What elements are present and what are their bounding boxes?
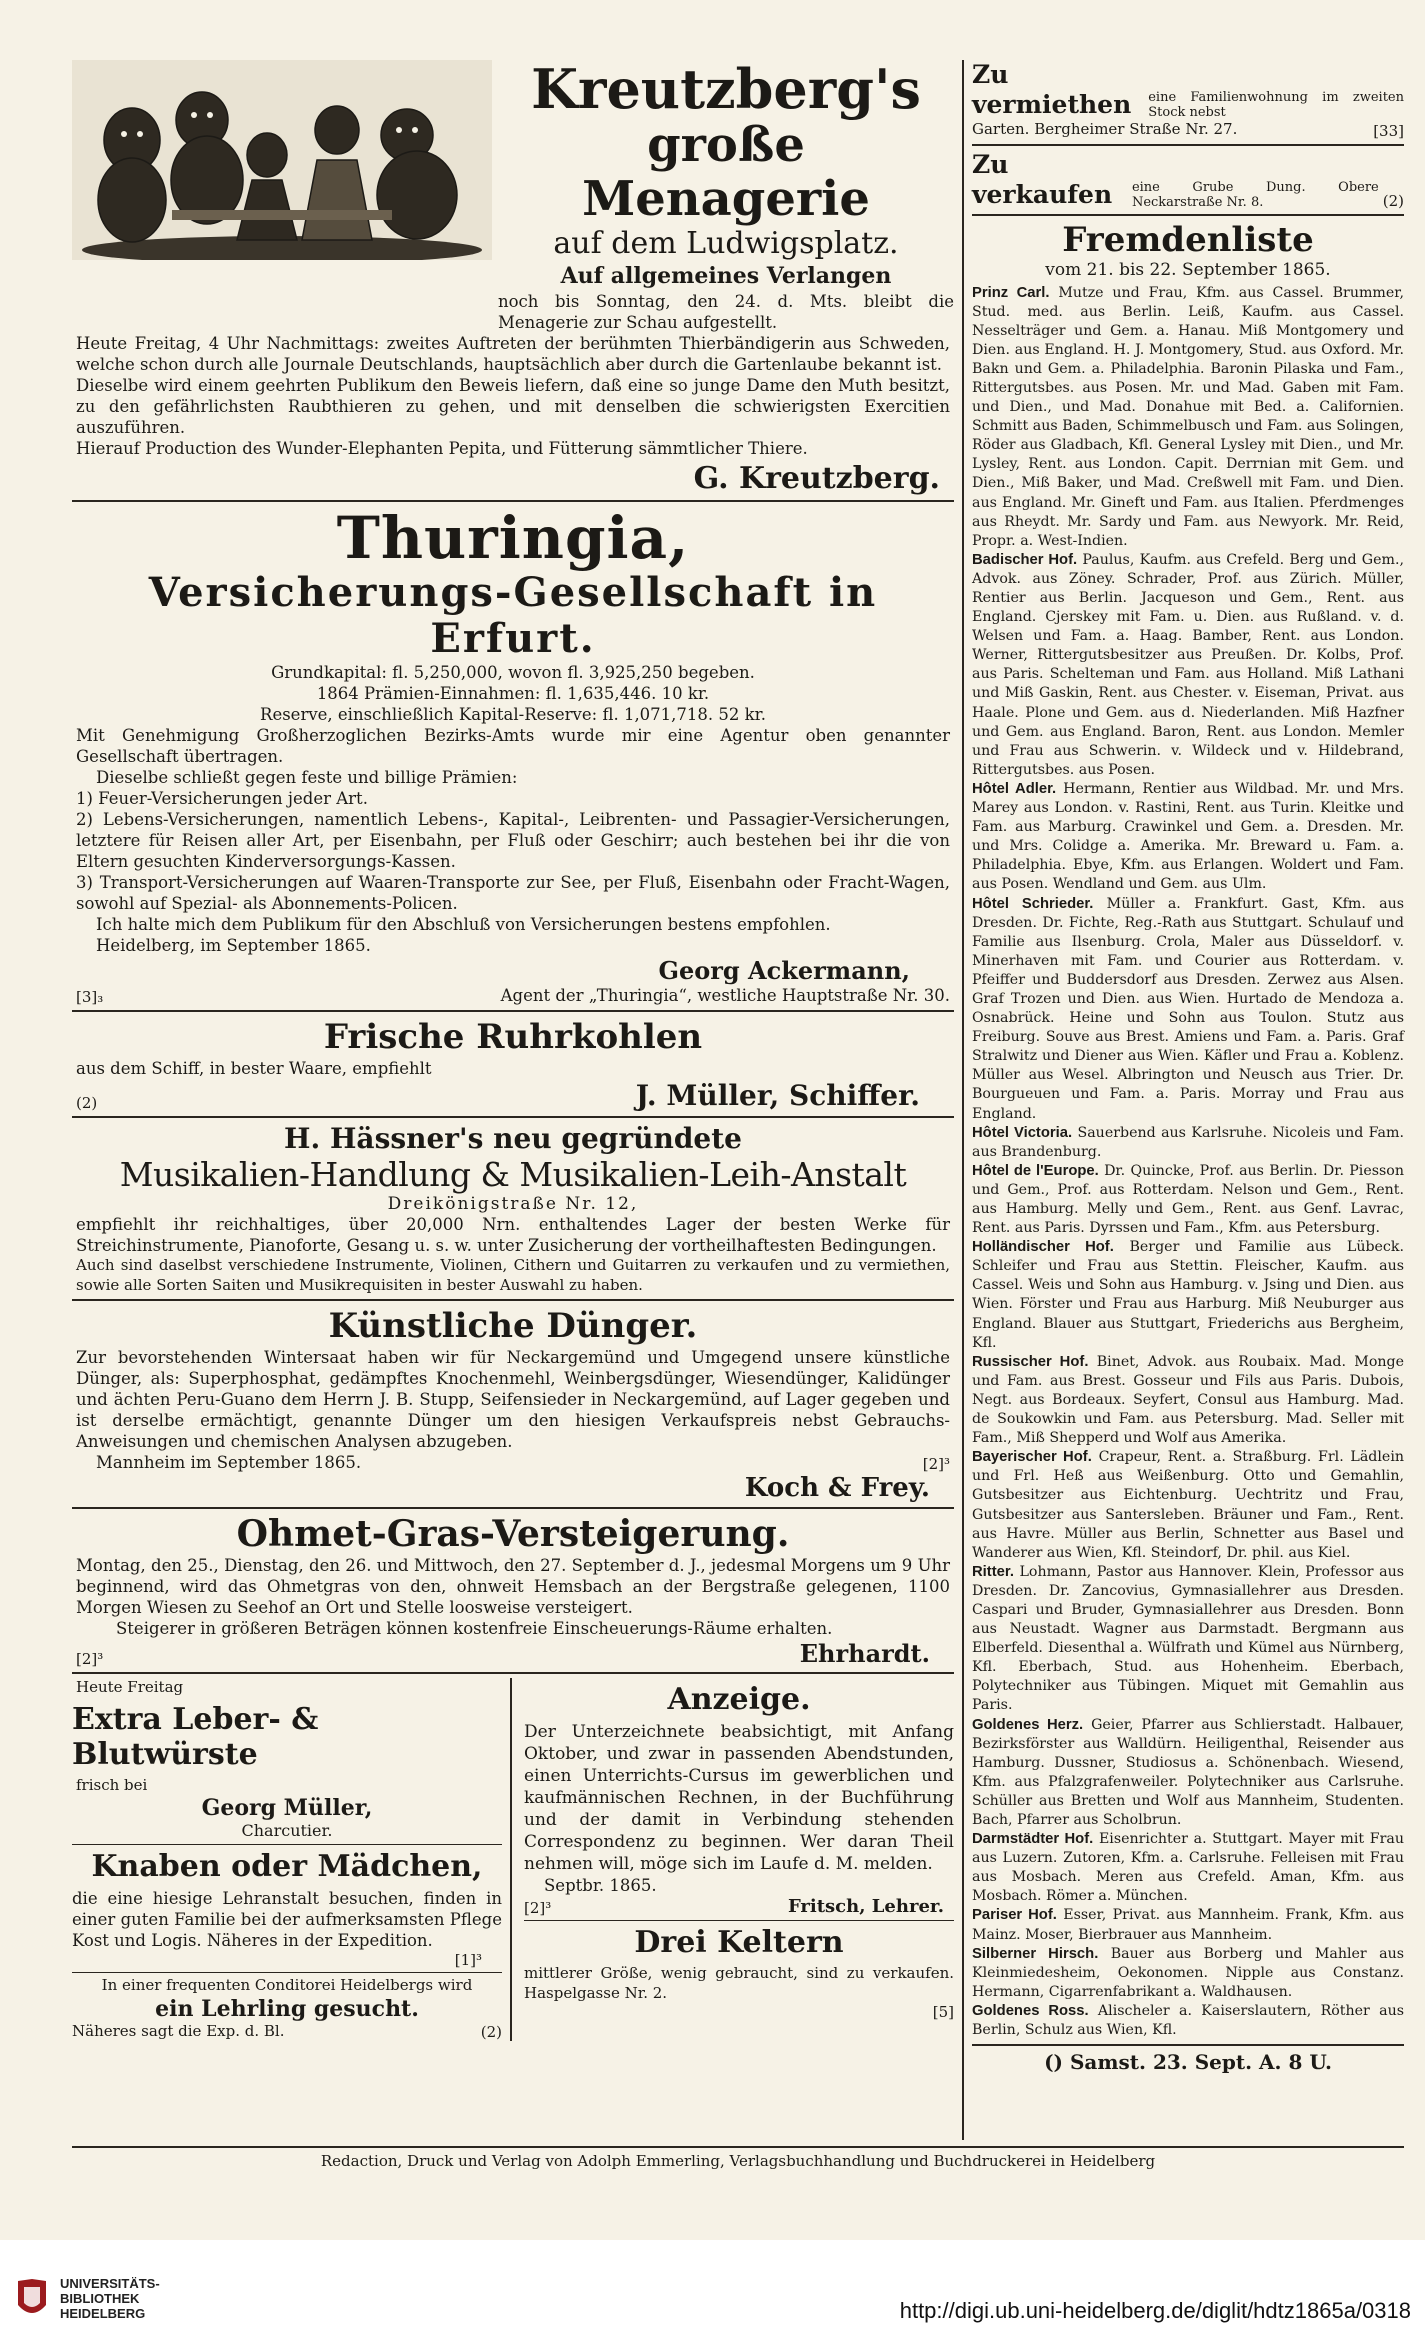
hotel-guests: Crapeur, Rent. a. Straßburg. Frl. Lädlein und Frl. Heß aus Weißenburg. Otto und Gemahlin, Gutsbesitzer aus Eichtenburg. Uechtritz und Frau, Gutsbesitzer aus Santersleben. Bräuner und Fam., Rent. aus Havre. Müller aus Berlin, Schnetter aus Basel und Wanderer aus Wien, Kfl. Steindorf, Dr. phil. aus Kiel. <box>972 1449 1404 1561</box>
hotel-name: Darmstädter Hof. <box>972 1831 1094 1848</box>
lehrling-l3: Näheres sagt die Exp. d. Bl. <box>72 2021 285 2040</box>
thuringia-num: [3]₃ <box>76 988 104 1006</box>
knaben-num: [1]³ <box>454 1951 482 1969</box>
thuringia-item3: 3) Transport-Versicherungen auf Waaren-Transporte zur See, per Fluß, Eisenbahn oder Fracht-Wagen, sowohl auf Spezial- als Abonnements-Policen. <box>76 873 950 913</box>
haessner-p2: Auch sind daselbst verschiedene Instrumente, Violinen, Cithern und Guitarren zu verkaufen und zu vermiethen, sowie alle Sorten Saiten und Musikrequisiten in bester Auswahl zu haben. <box>76 1256 950 1294</box>
divider <box>72 1844 502 1845</box>
divider <box>72 1010 954 1012</box>
hotel-name: Hôtel de l'Europe. <box>972 1162 1099 1179</box>
imprint: Redaction, Druck und Verlag von Adolph Emmerling, Verlagsbuchhandlung und Buchdruckerei in Heidelberg <box>72 2146 1404 2170</box>
wuerste-job: Charcutier. <box>241 1821 333 1840</box>
fremdenliste-closing: () Samst. 23. Sept. A. 8 U. <box>1044 2050 1332 2075</box>
hotel-entry <box>972 551 1404 780</box>
haessner-title1: H. Hässner's neu gegründete <box>284 1122 742 1155</box>
bottom-ads <box>72 1678 954 2041</box>
hotel-name: Goldenes Herz. <box>972 1716 1084 1733</box>
ohmet-p2: Steigerer in größeren Beträgen können kostenfreie Einscheuerungs-Räume erhalten. <box>116 1619 833 1638</box>
hotel-entry <box>972 284 1404 551</box>
duenger-title: Künstliche Dünger. <box>328 1306 698 1346</box>
haessner-addr: Dreikönigstraße Nr. 12, <box>387 1194 639 1214</box>
duenger-place: Mannheim im September 1865. <box>96 1453 362 1472</box>
thuringia-title: Thuringia, <box>336 504 690 572</box>
vermiethen-head: Zu vermiethen <box>972 60 1132 119</box>
haessner-title2: Musikalien-Handlung & Musikalien-Leih-Anstalt <box>119 1155 907 1194</box>
wuerste-l1: Heute Freitag <box>76 1678 184 1696</box>
library-logo <box>14 2276 160 2321</box>
hotel-guests: Dr. Quincke, Prof. aus Berlin. Dr. Piesson und Gem., Prof. aus Rotterdam. Nelson und Gem., Rent. aus Hamburg. Melly und Gem., Rent. aus Genf. Lavrac, Rent. aus Paris. Dyrssen und Fam., Kfm. aus Petersburg. <box>972 1162 1404 1237</box>
vermiethen-text2: Garten. Bergheimer Straße Nr. 27. <box>972 120 1238 138</box>
hotel-guests: Lohmann, Pastor aus Hannover. Klein, Professor aus Dresden. Dr. Zancovius, Gymnasiallehrer aus Dresden. Caspari und Bruder, Gymnasiallehrer aus Dresden. Bonn aus Neustadt. Wagner aus Darmstadt. Bergmann aus Elberfeld. Diesenthal a. Wülfrath und Kümel aus Nürnberg, Kfl. Eberbach, Stud. aus Hohenheim. Eberbach, Polytechniker aus Tübingen. Miquet mit Gemahlin aus Paris. <box>972 1563 1404 1714</box>
duenger-name: Koch & Frey. <box>744 1473 930 1503</box>
library-seal-icon <box>14 2277 50 2321</box>
kohlen-title: Frische Ruhrkohlen <box>323 1017 703 1057</box>
divider <box>72 1116 954 1118</box>
divider <box>972 214 1404 216</box>
hotel-entry <box>972 1716 1404 1831</box>
verkaufen-ad <box>972 150 1404 210</box>
thuringia-agent: Agent der „Thuringia“, westliche Hauptstraße Nr. 30. <box>500 986 950 1005</box>
divider <box>72 1672 954 1674</box>
hotel-name: Badischer Hof. <box>972 551 1078 568</box>
verkaufen-head: Zu verkaufen <box>972 149 1113 209</box>
menagerie-title1: Kreutzberg's <box>531 57 921 121</box>
hotel-guests: Hermann, Rentier aus Wildbad. Mr. und Mrs. Marey aus London. v. Rastini, Rent. aus Turin. Kleitke und Fam. aus Marburg. Crawinkel und Gem. a. Dresden. Mr. und Mrs. Colidge a. Amerika. Mr. Breward u. Fam. a. Philadelphia. Ebye, Kfm. aus Erlangen. Woldert und Fam. aus Posen. Wendland und Gem. aus Ulm. <box>972 780 1405 893</box>
bottom-right-ads <box>512 1678 954 2041</box>
menagerie-title3: auf dem Ludwigsplatz. <box>553 226 899 261</box>
menagerie-demand: Auf allgemeines Verlangen <box>560 263 892 289</box>
library-bar <box>0 2240 1425 2349</box>
hotel-entry <box>972 1238 1404 1353</box>
hotel-guests: Müller a. Frankfurt. Gast, Kfm. aus Dresden. Dr. Fichte, Reg.-Rath aus Stuttgart. Schulauf und Familie aus Ilsenburg. Crola, Maler aus Düsseldorf. v. Minerhaven mit Fam. und Courier aus Rotterdam. v. Pfeiffer und Buddersdorf aus Dresden. Zerwez aus Alsen. Graf Trozen und Dien. aus Wien. Hurtado de Mendoza a. Osnabrück. Heine und Sohn aus Toulon. Stutz aus Freiburg. Souve aus Brest. Amiens und Fam. a. Paris. Graf Stralwitz und Diener aus Wien. Käfler und Frau a. Koblenz. Müller aus Wesel. Albrington und Neusch aus Trier. Dr. Bourgueuen und Fam. a. Paris. Morray und Frau aus England. <box>972 895 1404 1122</box>
hotel-entry <box>972 1162 1404 1238</box>
wuerste-l3: frisch bei <box>76 1775 148 1794</box>
thuringia-reserve: Reserve, einschließlich Kapital-Reserve: fl. 1,071,718. 52 kr. <box>260 705 766 724</box>
source-url-link[interactable]: http://digi.ub.uni-heidelberg.de/diglit/hdtz1865a/0318 <box>899 2298 1411 2323</box>
kohlen-num: (2) <box>76 1094 98 1112</box>
thuringia-subtitle: Versicherungs-Gesellschaft in Erfurt. <box>148 569 878 662</box>
divider <box>72 500 954 502</box>
lehrling-l2: ein Lehrling gesucht. <box>155 1995 419 2022</box>
thuringia-premiums: 1864 Prämien-Einnahmen: fl. 1,635,446. 10 kr. <box>316 684 710 703</box>
hotel-name: Prinz Carl. <box>972 284 1050 301</box>
divider <box>972 2044 1404 2046</box>
knaben-title: Knaben oder Mädchen, <box>91 1849 483 1884</box>
duenger-p1: Zur bevorstehenden Wintersaat haben wir für Neckargemünd und Umgegend unsere künstliche Dünger, als: Superphosphat, gedämpftes Knochenmehl, Weinbergsdünger, Wiesendünger, Kalidünger und ächten Peru-Guano dem Herrn J. B. Stupp, Seifensieder in Neckargemünd, auf Lager gegeben und ist derselbe ermächtigt, genannte Dünger um den hiesigen Verkaufspreis nebst Gebrauchs-Anweisungen und chemischen Analysen abzugeben. <box>76 1348 950 1451</box>
hotel-list <box>972 284 1404 2041</box>
thuringia-item1: 1) Feuer-Versicherungen jeder Art. <box>76 789 368 808</box>
fremdenliste-title: Fremdenliste <box>1062 219 1314 260</box>
keltern-title: Drei Keltern <box>634 1925 844 1960</box>
menagerie-signature: G. Kreutzberg. <box>693 461 940 496</box>
hotel-entry <box>972 780 1404 895</box>
ohmet-title: Ohmet-Gras-Versteigerung. <box>236 1513 790 1555</box>
hotel-entry <box>972 1945 1404 2002</box>
hotel-guests: Berger und Familie aus Lübeck. Schleifer und Frau aus Stettin. Fleischer, Kaufm. aus Cassel. Weis und Sohn aus Hamburg. v. Jsing und Dien. aus Wien. Förster und Frau aus Harburg. Miß Neuburger aus England. Blauer aus Stuttgart, Friederichs aus Bergheim, Kfl. <box>972 1239 1404 1351</box>
menagerie-p3: Dieselbe wird einem geehrten Publikum den Beweis liefern, daß eine so junge Dame den Muth besitzt, zu den gefährlichsten Raubthieren zu gehen, und mit denselben die schwierigsten Exercitien auszuführen. <box>76 376 950 437</box>
hotel-entry <box>972 2002 1404 2040</box>
menagerie-p1: noch bis Sonntag, den 24. d. Mts. bleibt die Menagerie zur Schau aufgestellt. <box>498 292 954 332</box>
thuringia-place: Heidelberg, im September 1865. <box>96 936 371 955</box>
divider <box>972 144 1404 146</box>
thuringia-name: Georg Ackermann, <box>658 956 910 985</box>
hotel-guests: Paulus, Kaufm. aus Crefeld. Berg und Gem., Advok. aus Zöney. Schrader, Prof. aus Zürich. Müller, Rentier aus Berlin. Jacqueson und Gem., Rent. aus England. Cjerskey mit Fam. u. Dien. aus Rußland. v. d. Welsen und Fam. a. Haag. Bamber, Rent. aus London. Werner, Rittergutsbesitzer aus Preußen. Dr. Kolbs, Prof. aus Paris. Schelteman und Fam. aus Holland. Miß Lathani und Miß Gaskin, Rent. aus Chester. v. Eiseman, Privat. aus Haale. Plone und Gem. aus d. Niederlanden. Miß Hazfner und Gem. aus England. Baron, Rent. aus London. Memler und Frau aus Schwerin. v. Wildeck und v. Hildebrand, Rittergutsbes. aus Posen. <box>972 551 1404 778</box>
anzeige-name: Fritsch, Lehrer. <box>787 1896 944 1917</box>
bottom-left-ads <box>72 1678 512 2041</box>
hotel-guests: Esser, Privat. aus Mannheim. Frank, Kfm. aus Mainz. Moser, Bierbrauer aus Mannheim. <box>972 1907 1405 1943</box>
anzeige-date: Septbr. 1865. <box>544 1876 657 1895</box>
ohmet-name: Ehrhardt. <box>799 1639 930 1668</box>
hotel-entry <box>972 895 1404 1124</box>
vermiethen-num: [33] <box>1373 121 1404 140</box>
haessner-p1: empfiehlt ihr reichhaltiges, über 20,000 Nrn. enthaltendes Lager der besten Werke für Streichinstrumente, Pianoforte, Gesang u. s. w. unter Zusicherung der vortheilhaftesten Bedingungen. <box>76 1215 950 1255</box>
lehrling-l1: In einer frequenten Conditorei Heidelbergs wird <box>101 1976 473 1994</box>
menagerie-illustration <box>72 60 492 260</box>
thuringia-capital: Grundkapital: fl. 5,250,000, wovon fl. 3,925,250 begeben. <box>271 663 755 682</box>
hotel-guests: Mutze und Frau, Kfm. aus Cassel. Brummer, Stud. med. aus Berlin. Leiß, Kaufm. aus Cassel. Nesselträger und Gem. a. Hanau. Miß Montgomery und Dien. aus England. H. J. Montgomery, Stud. aus Oxford. Mr. Bakn und Gem. a. Philadelphia. Baronin Pilaska und Fam., Rittergutsbes. aus Posen. Mr. und Mad. Gaben mit Fam. und Dien., und Mad. Donahue mit Bed. a. Californien. Schmitt aus Baden, Schimmelbusch und Fam. aus Solingen, Röder aus Gladbach, Kfl. General Lysley mit Dien., und Mr. Lysley, Rent. aus London. Capit. Derrnian mit Gem. und Dien., Miß Baker, und Mad. Creßwell mit Fam. und Dien. aus England. Mr. Gineft und Fam. aus Italien. Pferdmenges aus Rheydt. Mr. Sardy und Fam. aus Newyork. Mr. Reid, Propr. a. West-Indien. <box>972 284 1404 549</box>
kohlen-text: aus dem Schiff, in bester Waare, empfiehlt <box>76 1059 432 1078</box>
hotel-name: Ritter. <box>972 1563 1014 1580</box>
hotel-guests: Eisenrichter a. Stuttgart. Mayer mit Frau aus Luzern. Zutoren, Kfm. a. Carlsruhe. Felleisen mit Frau aus Mosbach. Meren aus Crefeld. Aman, Kfm. aus Mosbach. Römer a. München. <box>972 1831 1404 1905</box>
ohmet-p1: Montag, den 25., Dienstag, den 26. und Mittwoch, den 27. September d. J., jedesmal Morgens um 9 Uhr beginnend, wird das Ohmetgras von den, ohnweit Hemsbach an der Bergstraße gelegenen, 1100 Morgen Wiesen zu Seehof an Ort und Stelle loosweise versteigert. <box>76 1556 950 1617</box>
kohlen-name: J. Müller, Schiffer. <box>635 1079 920 1112</box>
verkaufen-text: eine Grube Dung. Obere Neckarstraße Nr. 8. <box>1131 179 1379 210</box>
duenger-num: [2]³ <box>922 1455 950 1473</box>
anzeige-num: [2]³ <box>524 1899 552 1917</box>
anzeige-text: Der Unterzeichnete beabsichtigt, mit Anfang Oktober, und zwar in passenden Abendstunden, einen Unterrichts-Cursus im gewerblichen und kaufmännischen Rechnen, in der Buchführung und der damit in Verbindung stehenden Correspondenz zu beginnen. Wer daran Theil nehmen will, möge sich im Laufe d. M. melden. <box>524 1722 954 1874</box>
menagerie-title2: große Menagerie <box>582 117 870 227</box>
menagerie-p4: Hierauf Production des Wunder-Elephanten Pepita, und Fütterung sämmtlicher Thiere. <box>76 439 808 458</box>
hotel-name: Pariser Hof. <box>972 1907 1057 1924</box>
hotel-entry <box>972 1124 1404 1162</box>
haessner-ad <box>72 1122 954 1295</box>
hotel-entry <box>972 1353 1404 1448</box>
right-column <box>972 60 1404 2076</box>
thuringia-item2: 2) Lebens-Versicherungen, namentlich Lebens-, Kapital-, Leibrenten- und Passagier-Versicherungen, letztere für Reisen aller Art, per Eisenbahn, per Fluß oder Geschirr; auch bestehen bei ihr die von Eltern gesuchten Kinderversorgungs-Kassen. <box>76 810 950 871</box>
hotel-name: Bayerischer Hof. <box>972 1449 1092 1466</box>
hotel-name: Holländischer Hof. <box>972 1239 1114 1256</box>
column-rule <box>962 60 964 2140</box>
hotel-name: Silberner Hirsch. <box>972 1945 1099 1962</box>
lehrling-num: (2) <box>480 2023 502 2041</box>
library-name-2: BIBLIOTHEK <box>60 2291 140 2306</box>
left-column <box>72 57 954 2041</box>
hotel-guests: Sauerbend aus Karlsruhe. Nicoleis und Fam. aus Brandenburg. <box>972 1124 1404 1160</box>
keltern-num: [5] <box>932 2003 954 2021</box>
thuringia-p1: Mit Genehmigung Großherzoglichen Bezirks-Amts wurde mir eine Agentur oben genannter Gesellschaft übertragen. <box>76 726 950 766</box>
hotel-entry <box>972 1448 1404 1563</box>
hotel-name: Hôtel Victoria. <box>972 1124 1073 1141</box>
ohmet-num: [2]³ <box>76 1650 104 1668</box>
knaben-text: die eine hiesige Lehranstalt besuchen, finden in einer guten Familie bei der aufmerksamsten Pflege Kost und Logis. Näheres in der Expedition. <box>72 1889 502 1950</box>
hotel-guests: Geier, Pfarrer aus Schlierstadt. Halbauer, Bezirksförster aus Walldürn. Heiligenthal, Reisender aus Hamburg. Dussner, Studiosus a. Schönenbach. Wiesend, Kfm. aus Pfalzgrafenweiler. Polytechniker aus Carlsruhe. Schüller aus Bretten und Wolf aus Mannheim, Studenten. Bach, Pfarrer aus Scholbrun. <box>972 1716 1405 1828</box>
divider <box>72 1507 954 1509</box>
duenger-ad <box>72 1305 954 1503</box>
hotel-guests: Alischeler a. Kaiserslautern, Röther aus Berlin, Schulz aus Wien, Kfl. <box>972 2002 1404 2039</box>
divider <box>72 1299 954 1301</box>
hotel-name: Goldenes Ross. <box>972 2002 1089 2019</box>
fremdenliste-date: vom 21. bis 22. September 1865. <box>1045 259 1331 280</box>
divider <box>72 1972 502 1973</box>
ohmet-ad <box>72 1513 954 1668</box>
thuringia-p3: Ich halte mich dem Publikum für den Abschluß von Versicherungen bestens empfohlen. <box>96 915 831 934</box>
divider <box>524 1920 954 1921</box>
thuringia-p2: Dieselbe schließt gegen feste und billige Prämien: <box>96 768 518 787</box>
hotel-entry <box>972 1563 1404 1716</box>
wuerste-title: Extra Leber- & Blutwürste <box>72 1701 319 1772</box>
wuerste-name: Georg Müller, <box>201 1795 373 1821</box>
library-name-1: UNIVERSITÄTS- <box>60 2276 160 2291</box>
hotel-name: Hôtel Schrieder. <box>972 895 1094 912</box>
hotel-entry <box>972 1906 1404 1944</box>
library-name-3: HEIDELBERG <box>60 2306 146 2321</box>
menagerie-heading <box>492 57 954 333</box>
menagerie-p2: Heute Freitag, 4 Uhr Nachmittags: zweites Auftreten der berühmten Thierbändigerin aus Schweden, welche schon durch alle Journale Deutschlands, hauptsächlich aber durch die Gartenlaube bekannt ist. <box>76 334 950 374</box>
hotel-entry <box>972 1830 1404 1906</box>
keltern-text: mittlerer Größe, wenig gebraucht, sind zu verkaufen. Haspelgasse Nr. 2. <box>524 1964 954 2002</box>
hotel-guests: Bauer aus Borberg und Mahler aus Kleinmiedesheim, Oekonomen. Nipple aus Constanz. Hermann, Cigarrenfabrikant a. Waldhausen. <box>972 1945 1404 2000</box>
menagerie-ad <box>72 57 954 333</box>
hotel-name: Hôtel Adler. <box>972 780 1057 797</box>
hotel-name: Russischer Hof. <box>972 1353 1089 1370</box>
vermiethen-ad <box>972 60 1404 140</box>
kohlen-ad <box>72 1016 954 1112</box>
thuringia-ad <box>72 506 954 1006</box>
verkaufen-num: (2) <box>1382 191 1404 210</box>
hotel-guests: Binet, Advok. aus Roubaix. Mad. Monge und Fam. aus Brest. Gosseur und Fils aus Paris. Dubois, Negt. aus Bordeaux. Seyfert, Consul aus Hamburg. Mad. de Soukowkin und Fam. aus Petersburg. Mad. Seller mit Fam., Miß Shepperd und Wolf aus Amerika. <box>972 1353 1404 1447</box>
vermiethen-text1: eine Familienwohnung im zweiten Stock nebst <box>1148 90 1404 120</box>
anzeige-title: Anzeige. <box>667 1682 811 1717</box>
